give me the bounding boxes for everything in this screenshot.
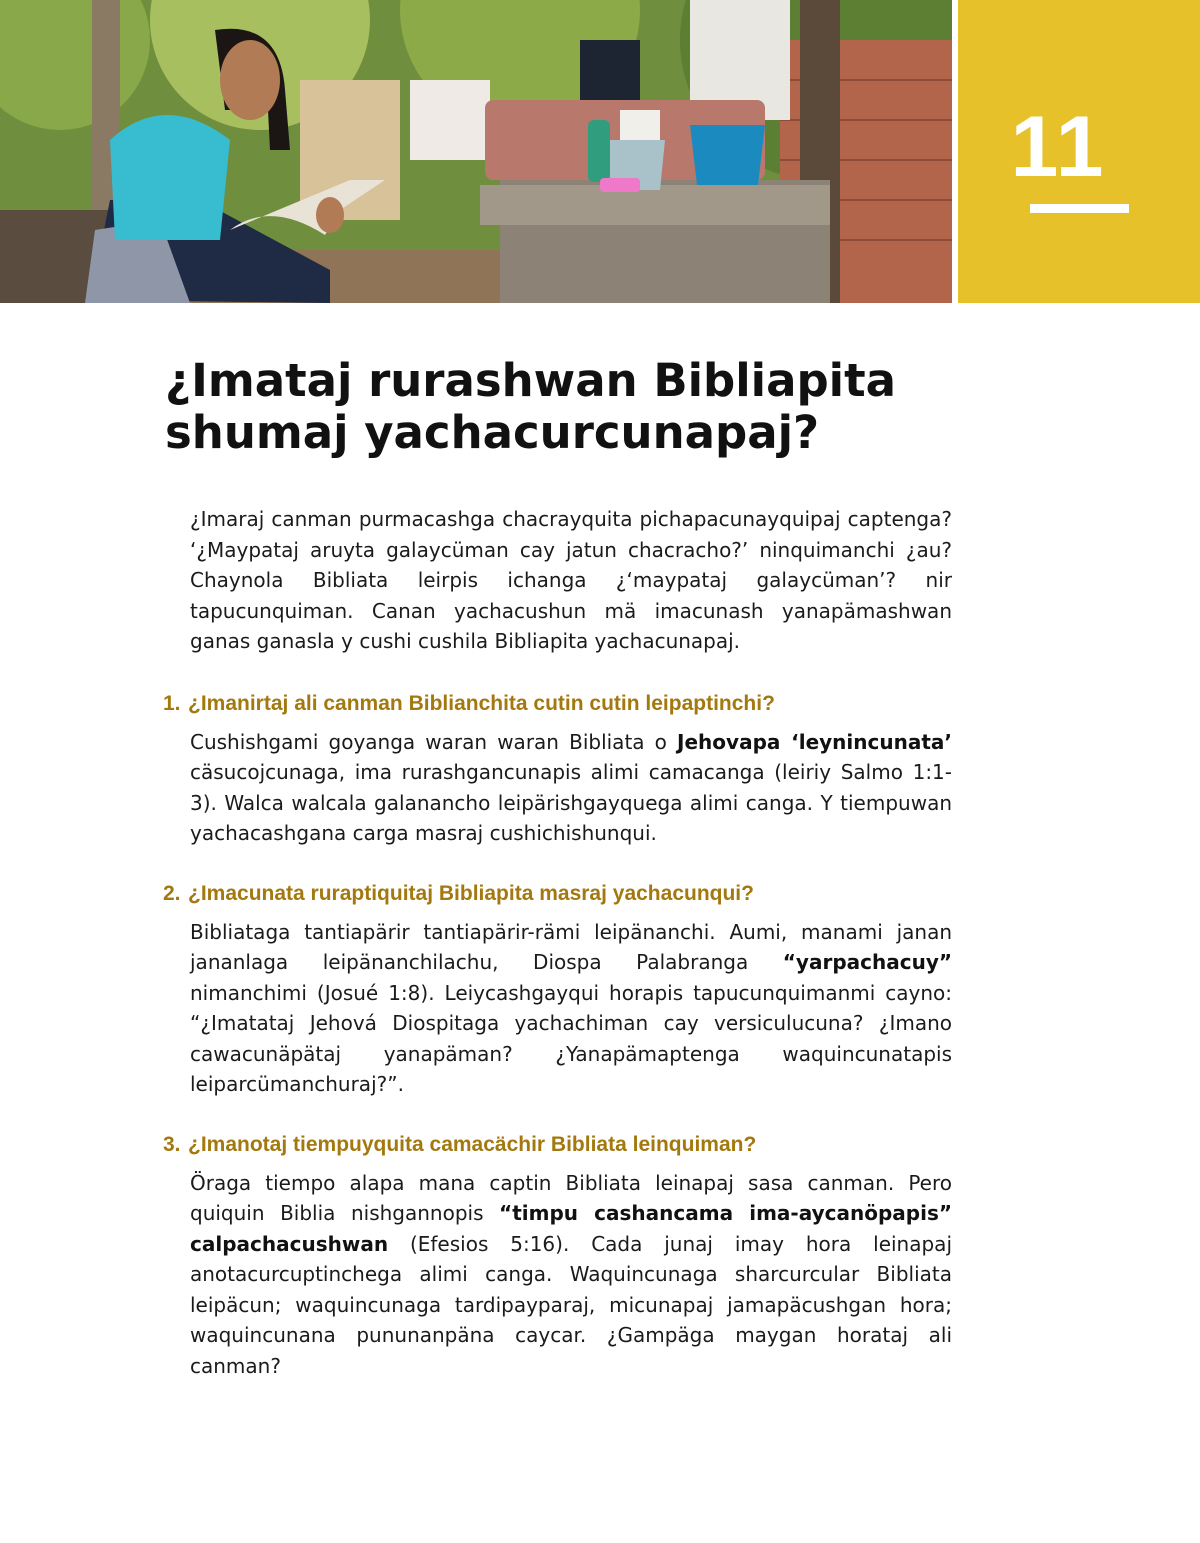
woman-reading-bible-photo: [0, 0, 952, 303]
question-heading: [163, 689, 953, 719]
header-photo: [0, 0, 952, 303]
page-title: [165, 355, 925, 459]
section-3: [163, 1130, 953, 1382]
answer-text: (Efesios 5:16). Cada junaj imay hora leinapaj anotacurcuptinchega alimi canga. Waquincunaga sharcurcular Bibliata leipäcun; waquincunaga tardipayparaj, micunapaj jamapäcushgan hora; waquincunana pununanpäna caycar. ¿Gampäga maygan horataj ali canman?: [190, 1231, 952, 1378]
answer-text: Cushishgami goyanga waran waran Bibliata o: [190, 729, 678, 754]
answer-text: Öraga tiempo alapa mana captin Bibliata leinapaj sasa canman. Pero quiquin Biblia nishgannopis: [190, 1170, 952, 1225]
question-number: 1.: [163, 691, 181, 715]
question-text: ¿Imacunata ruraptiquitaj Bibliapita masraj yachacunqui?: [188, 881, 754, 905]
lesson-body: [163, 504, 953, 1411]
answer-emphasis: Jehovapa ‘leynincunata’: [677, 729, 952, 754]
chapter-number-panel: [958, 0, 1200, 303]
answer-text: cäsucojcunaga, ima rurashgancunapis alimi camacanga (leiriy Salmo 1:1-3). Walca walcala galanancho leipärishgayquega alimi canga. Y tiempuwan yachacashgana carga masraj cushichishunqui.: [190, 760, 952, 845]
question-heading: [163, 879, 953, 909]
section-2: [163, 879, 953, 1100]
question-number: 3.: [163, 1132, 181, 1156]
title-line-2: shumaj yachacurcunapaj?: [165, 406, 820, 459]
chapter-number: 11: [1010, 99, 1106, 195]
title-line-1: ¿Imataj rurashwan Bibliapita: [165, 354, 896, 407]
question-heading: [163, 1130, 953, 1160]
chapter-underline: [1030, 204, 1129, 213]
answer-paragraph: [190, 727, 952, 849]
answer-paragraph: [190, 917, 952, 1100]
answer-text: nimanchimi (Josué 1:8). Leiycashgayqui horapis tapucunquimanmi cayno: “¿Imatataj Jehová Diospitaga yachachiman cay versiculucuna? ¿Imano cawacunäpätaj yanapäman? ¿Yanapämaptenga waquincunatapis leiparcümanchuraj?”.: [190, 980, 952, 1096]
answer-text: Bibliataga tantiapärir tantiapärir-rämi leipänanchi. Aumi, manami janan jananlaga leipänanchilachu, Diospa Palabranga: [190, 919, 952, 974]
section-1: [163, 689, 953, 849]
answer-paragraph: [190, 1168, 952, 1382]
intro-paragraph: ¿Imaraj canman purmacashga chacrayquita pichapacunayquipaj captenga? ‘¿Maypataj aruyta galaycüman cay jatun chacracho?’ ninquimanchi ¿au? Chaynola Bibliata leirpis ichanga ¿‘maypataj galaycüman’? nir tapucunquiman. Canan yachacushun mä imacunash yanapämashwan ganas ganasla y cushi cushila Bibliapita yachacunapaj.: [190, 507, 952, 653]
question-text: ¿Imanotaj tiempuyquita camacächir Bibliata leinquiman?: [188, 1132, 757, 1156]
answer-emphasis: “timpu cashancama ima-aycanöpapis” calpachacushwan: [190, 1201, 952, 1256]
question-number: 2.: [163, 881, 181, 905]
answer-emphasis: “yarpachacuy”: [782, 950, 952, 974]
question-text: ¿Imanirtaj ali canman Biblianchita cutin cutin leipaptinchi?: [188, 691, 775, 715]
